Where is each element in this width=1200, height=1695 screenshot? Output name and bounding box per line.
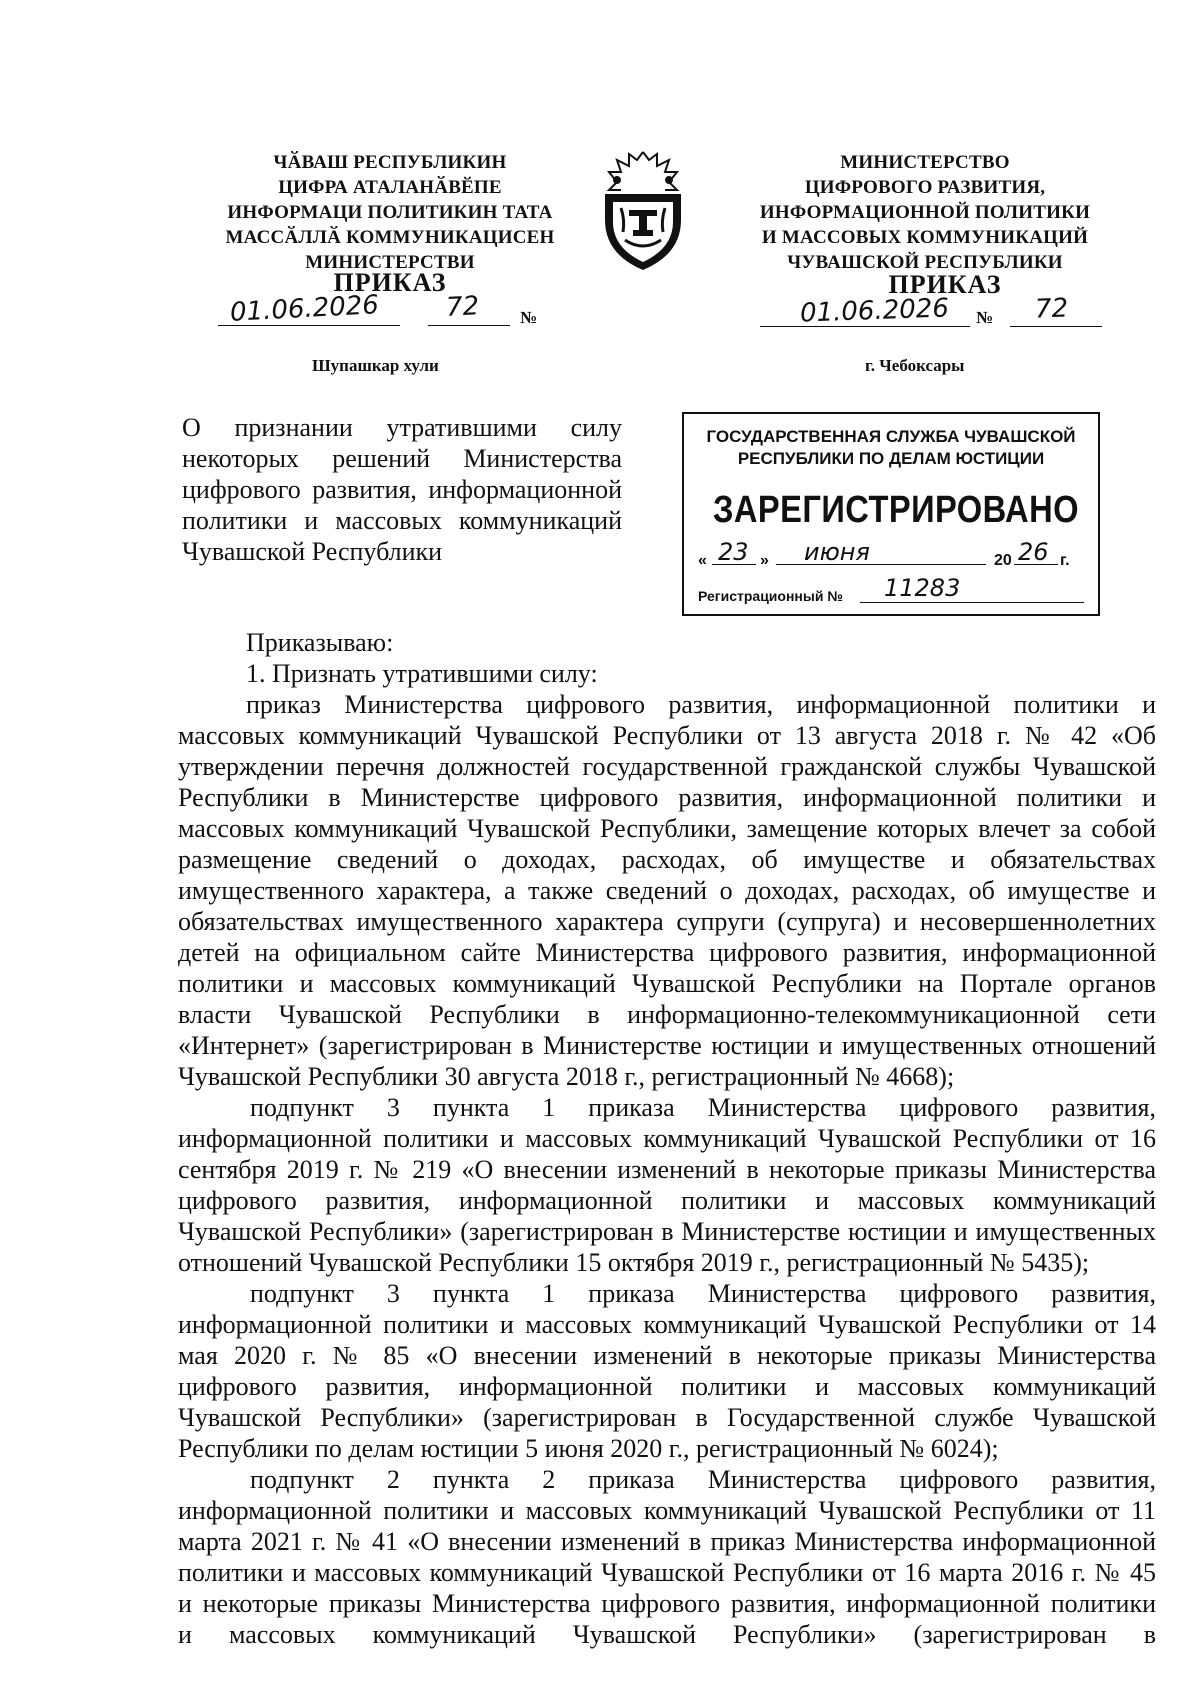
- stamp-org-line: РЕСПУБЛИКИ ПО ДЕЛАМ ЮСТИЦИИ: [737, 449, 1045, 468]
- header-left-line: МАССӐЛЛӐ КОММУНИКАЦИСЕН: [225, 227, 555, 248]
- stamp-month-handwritten: июня: [804, 538, 870, 566]
- handwritten-number-left: 72: [445, 291, 480, 323]
- body-line: подпункт 3 пункта 1 приказа Министерства цифрового развития,: [250, 1279, 1156, 1308]
- order-body: [178, 627, 1156, 1650]
- body-line: «Интернет» (зарегистрирован в Министерстве юстиции и имущественных отношений: [178, 1031, 1156, 1060]
- city-left: Шупашкар хули: [312, 356, 439, 375]
- stamp-organization: [684, 426, 1098, 470]
- header-left-line: ЦИФРА АТАЛАНӐВӖПЕ: [278, 177, 502, 198]
- body-line: утверждении перечня должностей государственной гражданской службы Чувашской: [178, 752, 1156, 781]
- body-line: детей на официальном сайте Министерства цифрового развития, информационной: [178, 938, 1156, 967]
- chuvash-republic-emblem-icon: [595, 150, 691, 274]
- header-right-line: И МАССОВЫХ КОММУНИКАЦИЙ: [761, 227, 1089, 248]
- body-line: Чувашской Республики 30 августа 2018 г., регистрационный № 4668);: [178, 1062, 955, 1091]
- header-right-line: МИНИСТЕРСТВО: [840, 152, 1010, 173]
- header-right-line: ЦИФРОВОГО РАЗВИТИЯ,: [804, 177, 1046, 198]
- date-underline-left: [218, 325, 400, 326]
- subject-line: политики и массовых коммуникаций: [182, 506, 622, 535]
- body-line: марта 2021 г. № 41 «О внесении изменений в приказ Министерства информационной: [178, 1527, 1156, 1556]
- body-line: подпункт 2 пункта 2 приказа Министерства цифрового развития,: [250, 1465, 1156, 1494]
- stamp-year-suffix: г.: [1060, 552, 1070, 569]
- handwritten-date-right: 01.06.2026: [799, 293, 950, 329]
- order-title-right: ПРИКАЗ: [888, 270, 1002, 299]
- body-line: Приказываю:: [246, 628, 394, 657]
- subject-line: некоторых решений Министерства: [182, 444, 622, 473]
- body-line: и массовых коммуникаций Чувашской Республики» (зарегистрирован в: [178, 1620, 1156, 1649]
- body-line: Республики по делам юстиции 5 июня 2020 г., регистрационный № 6024);: [178, 1434, 999, 1463]
- subject-line: цифрового развития, информационной: [182, 475, 622, 504]
- stamp-reg-number-handwritten: 11283: [884, 574, 961, 602]
- number-underline-left: [428, 325, 510, 326]
- body-line: имущественного характера, а также сведений о доходах, расходах, об имуществе и: [178, 876, 1156, 905]
- stamp-year-prefix: 20: [994, 552, 1012, 569]
- header-left-line: ЧӐВАШ РЕСПУБЛИКИН: [273, 152, 507, 173]
- body-line: массовых коммуникаций Чувашской Республики от 13 августа 2018 г. № 42 «Об: [178, 721, 1156, 750]
- stamp-month-underline: [776, 564, 986, 565]
- number-sign-right: №: [976, 308, 994, 327]
- body-line: Чувашской Республики» (зарегистрирован в Государственной службе Чувашской: [178, 1403, 1156, 1432]
- body-line: размещение сведений о доходах, расходах, об имуществе и обязательствах: [178, 845, 1156, 874]
- body-line: мая 2020 г. № 85 «О внесении изменений в некоторые приказы Министерства: [178, 1341, 1156, 1370]
- body-line: цифрового развития, информационной политики и массовых коммуникаций: [178, 1186, 1156, 1215]
- header-right-line: ЧУВАШСКОЙ РЕСПУБЛИКИ: [787, 252, 1063, 273]
- stamp-status: ЗАРЕГИСТРИРОВАНО: [712, 489, 1079, 531]
- stamp-day-handwritten: 23: [718, 538, 749, 566]
- body-line: цифрового развития, информационной политики и массовых коммуникаций: [178, 1372, 1156, 1401]
- number-underline-right: [1010, 326, 1102, 327]
- subject-line: Чувашской Республики: [182, 537, 443, 566]
- body-line: Чувашской Республики» (зарегистрирован в Министерстве юстиции и имущественных: [178, 1217, 1156, 1246]
- body-line: Республики в Министерстве цифрового развития, информационной политики и: [178, 783, 1156, 812]
- body-line: подпункт 3 пункта 1 приказа Министерства цифрового развития,: [250, 1093, 1156, 1122]
- stamp-quote-open: «: [698, 552, 707, 569]
- handwritten-date-left: 01.06.2026: [229, 290, 380, 328]
- city-right: г. Чебоксары: [865, 356, 965, 375]
- body-line: и некоторые приказы Министерства цифрового развития, информационной политики: [178, 1589, 1156, 1618]
- stamp-day-underline: [712, 564, 756, 565]
- body-line: отношений Чувашской Республики 15 октября 2019 г., регистрационный № 5435);: [178, 1248, 1090, 1277]
- body-line: сентября 2019 г. № 219 «О внесении изменений в некоторые приказы Министерства: [178, 1155, 1156, 1184]
- body-line: информационной политики и массовых коммуникаций Чувашской Республики от 16: [178, 1124, 1156, 1153]
- date-underline-right: [760, 326, 970, 327]
- body-line: обязательствах имущественного характера супруги (супруга) и несовершеннолетних: [178, 907, 1156, 936]
- stamp-year-handwritten: 26: [1018, 538, 1049, 566]
- header-right-ministry-russian: [735, 150, 1115, 275]
- stamp-reg-label: Регистрационный №: [698, 588, 843, 604]
- number-sign-left: №: [520, 308, 538, 327]
- stamp-org-line: ГОСУДАРСТВЕННАЯ СЛУЖБА ЧУВАШСКОЙ: [706, 427, 1076, 446]
- order-subject: [182, 412, 622, 567]
- stamp-quote-close: »: [760, 552, 769, 569]
- body-line: массовых коммуникаций Чувашской Республики, замещение которых влечет за собой: [178, 814, 1156, 843]
- header-left-ministry-chuvash: [210, 150, 570, 275]
- body-line: информационной политики и массовых коммуникаций Чувашской Республики от 14: [178, 1310, 1156, 1339]
- header-left-line: ИНФОРМАЦИ ПОЛИТИКИН ТАТА: [227, 202, 553, 223]
- body-line: приказ Министерства цифрового развития, информационной политики и: [246, 690, 1156, 719]
- handwritten-number-right: 72: [1034, 293, 1069, 325]
- body-line: политики и массовых коммуникаций Чувашской Республики на Портале органов: [178, 969, 1156, 998]
- registration-stamp: [682, 412, 1100, 616]
- subject-line: О признании утратившими силу: [182, 413, 622, 442]
- header-right-line: ИНФОРМАЦИОННОЙ ПОЛИТИКИ: [759, 202, 1091, 223]
- body-line: власти Чувашской Республики в информационно-телекоммуникационной сети: [178, 1000, 1156, 1029]
- body-line: 1. Признать утратившими силу:: [246, 659, 598, 688]
- stamp-reg-underline: [860, 602, 1084, 603]
- body-line: информационной политики и массовых коммуникаций Чувашской Республики от 11: [178, 1496, 1156, 1525]
- header-left-line: МИНИСТЕРСТВИ: [305, 252, 475, 273]
- order-title-left: ПРИКАЗ: [333, 268, 447, 297]
- stamp-year-underline: [1014, 564, 1058, 565]
- body-line: политики и массовых коммуникаций Чувашской Республики от 16 марта 2016 г. № 45: [178, 1558, 1156, 1587]
